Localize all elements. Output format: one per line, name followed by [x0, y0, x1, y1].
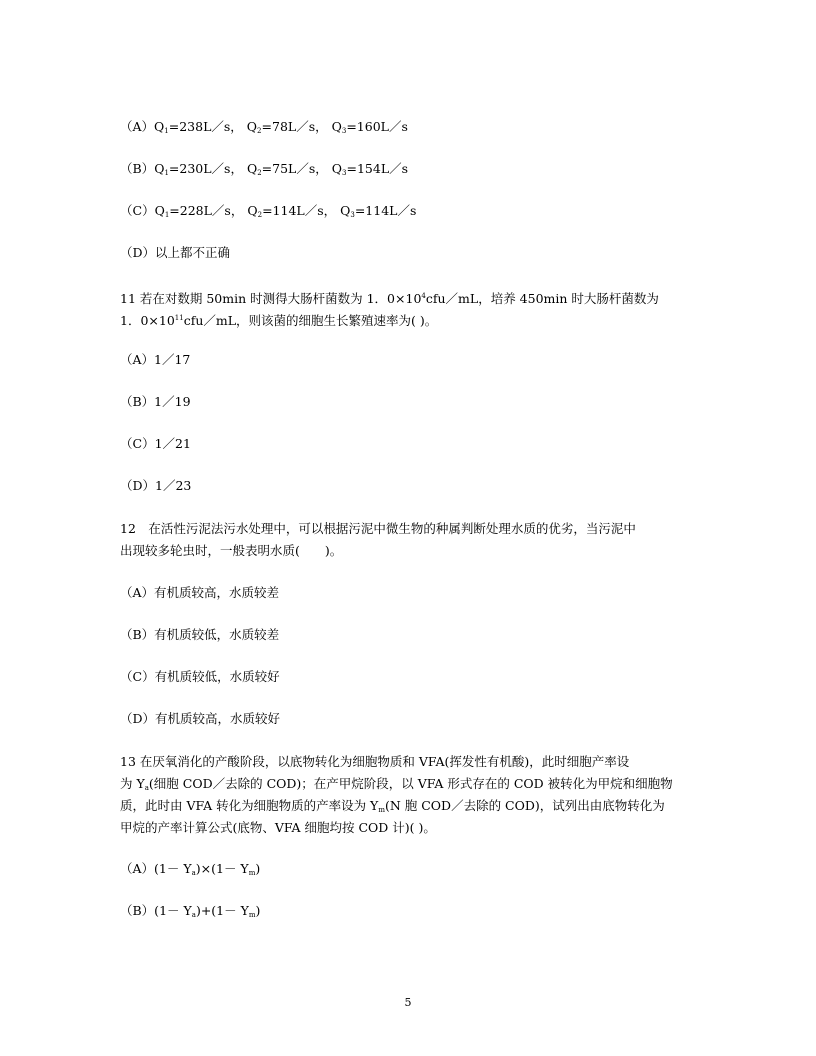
- q13-stem-line4: 甲烷的产率计算公式(底物、VFA 细胞均按 COD 计)( )。: [120, 820, 436, 835]
- q10-option-a: $(A)Q_1=238L/s$， $Q_2=78L/s$， $Q_3=160L/s$: [120, 119, 408, 135]
- q13-option-b: $(B)(1- Y_a)+(1- Y_m)$: [120, 903, 261, 919]
- q12-option-d: （D）有机质较高，水质较好: [120, 711, 281, 726]
- q12-option-c: （C）有机质较低，水质较好: [120, 669, 280, 684]
- page-number: 5: [404, 996, 412, 1009]
- q13-stem-line1: 13 在厌氧消化的产酸阶段，以底物转化为细胞物质和 VFA(挥发性有机酸)，此时细胞产率设: [120, 754, 630, 769]
- q11-option-a: （A）1／17: [120, 352, 191, 367]
- q12-option-a: （A）有机质较高，水质较差: [120, 585, 280, 600]
- q13-option-a: $(A)(1- Y_a)\times(1- Y_m)$: [120, 861, 261, 877]
- q13-stem-line2: 为 $Y_a$(细胞 COD／去除的 COD)；在产甲烷阶段，以 VFA 形式存在的 COD 被转化为甲烷和细胞物: [120, 776, 673, 792]
- q11-option-d: （D）1／23: [120, 478, 192, 493]
- q10-option-b: $(B)Q_1=230L/s$， $Q_2=75L/s$， $Q_3=154L/s$: [120, 161, 409, 177]
- q13-stem-line3: 质，此时由 VFA 转化为细胞物质的产率设为 $Y_m(N$ 胞 COD／去除的 COD)，试列出由底物转化为: [120, 798, 665, 814]
- q12-stem-line2: 出现较多轮虫时，一般表明水质( )。: [120, 543, 343, 558]
- q12-option-b: （B）有机质较低，水质较差: [120, 627, 280, 642]
- q11-option-c: （C）1／21: [120, 436, 191, 451]
- q11-stem-line2: 1．$0\times 10^{11}cfu/mL$，则该菌的细胞生长繁殖速率为( )。: [120, 313, 438, 328]
- q12-stem-line1: 12 在活性污泥法污水处理中，可以根据污泥中微生物的种属判断处理水质的优劣，当污泥中: [120, 521, 636, 536]
- q10-option-d: （D）以上都不正确: [120, 245, 231, 260]
- q11-stem-line1: 11 若在对数期 50min 时测得大肠杆菌数为 1．$0\times 10^4cfu/mL$，培养 450min 时大肠杆菌数为: [120, 291, 659, 306]
- q10-option-c: $(C)Q_1=228L/s$， $Q_2=114L/s$， $Q_3=114L/s$: [120, 203, 417, 219]
- q11-option-b: （B）1／19: [120, 394, 191, 409]
